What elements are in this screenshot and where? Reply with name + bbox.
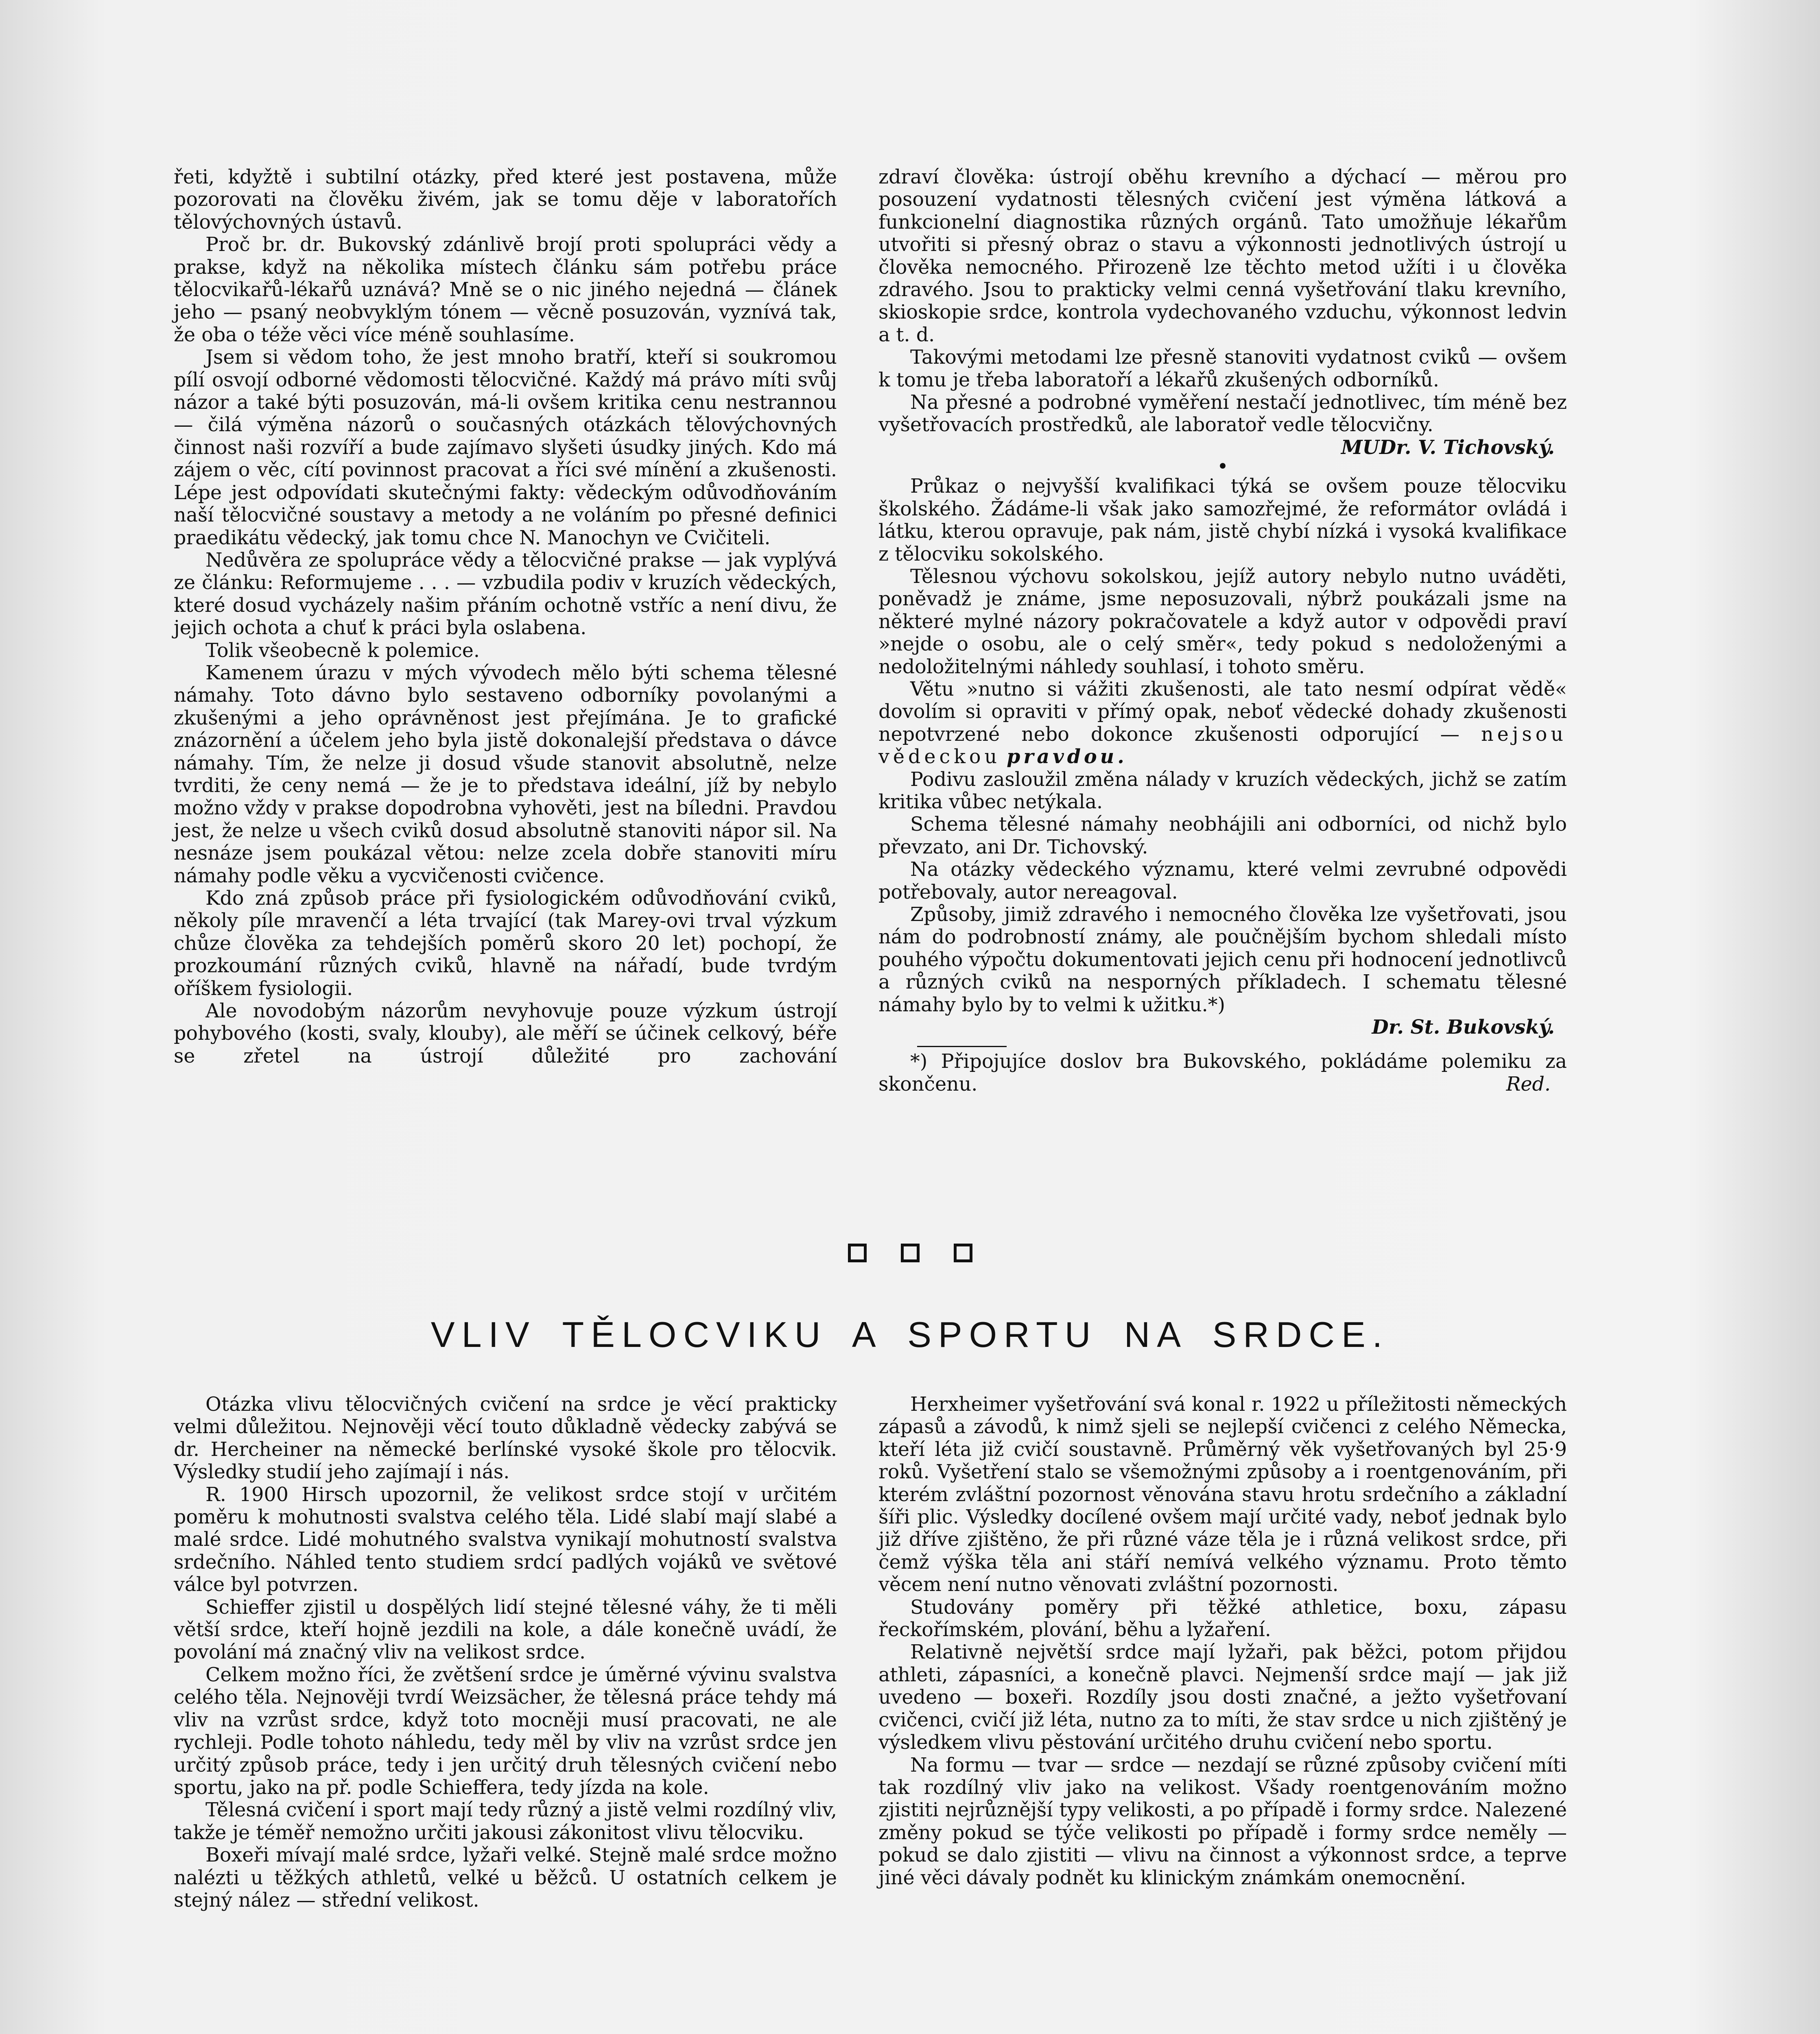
paragraph: Ale novodobým názorům nevyhovuje pouze výzkum ústrojí pohybového (kosti, svaly, klouby), ale měří se účinek celkový, béře se zřetel na ústrojí důležité pro zachování <box>174 1000 837 1067</box>
paragraph: R. 1900 Hirsch upozornil, že velikost srdce stojí v určitém poměru k mohutnosti svalstva celého těla. Lidé slabí mají slabé a malé srdce. Lidé mohutného svalstva vynikají mohutností svalstva srdečního. Náhled tento studiem srdcí padlých vojáků ve světové válce byl potvrzen. <box>174 1483 837 1596</box>
paragraph: Otázka vlivu tělocvičných cvičení na srdce je věcí prakticky velmi důležitou. Nejnověji věcí touto důkladně vědecky zabývá se dr. Hercheiner na německé berlínské vysoké škole pro tělocvik. Výsledky studií jeho zajímají i nás. <box>174 1393 837 1484</box>
square-ornament <box>848 1244 867 1262</box>
paragraph: Nedůvěra ze spolupráce vědy a tělocvičné prakse — jak vyplývá ze článku: Reformujeme . . . — vzbudila podiv v kruzích vědeckých, které dosud vycházely našim přáním ochotně vstříc a není divu, že jejich ochota a chuť k práci byla oslabena. <box>174 549 837 639</box>
signature-bukovsky: Dr. St. Bukovský. <box>1372 1016 1555 1039</box>
paragraph: Studovány poměry při těžké athletice, boxu, zápasu řeckořímském, plování, běhu a lyžaření. <box>878 1596 1567 1641</box>
article-title: VLIV TĚLOCVIKU A SPORTU NA SRDCE. <box>430 1314 1390 1355</box>
paragraph: Průkaz o nejvyšší kvalifikaci týká se ovšem pouze tělocviku školského. Žádáme-li však jako samozřejmé, že reformátor ovládá i látku, kterou opravuje, pak nám, jistě chybí nízká i vysoká kvalifikace z tělocviku sokolského. <box>878 475 1567 565</box>
paragraph: Schieffer zjistil u dospělých lidí stejné tělesné váhy, že ti měli větší srdce, kteří hojně jezdili na kole, a dále konečně uvádí, že povolání má značný vliv na velikost srdce. <box>174 1596 837 1664</box>
article-left-column <box>174 1393 837 1912</box>
paragraph: Proč br. dr. Bukovský zdánlivě brojí proti spolupráci vědy a prakse, když na několika místech článku sám potřebu práce tělocvikařů-lékařů uznává? Mně se o nic jiného nejedná — článek jeho — psaný neobvyklým tónem — věcně posuzován, vyznívá tak, že oba o téže věci více méně souhlasíme. <box>174 234 837 346</box>
paragraph: Tělesná cvičení i sport mají tedy různý a jistě velmi rozdílný vliv, takže je téměř nemožno určiti jakousi zákonitost vlivu tělocviku. <box>174 1799 837 1844</box>
right-column-continued <box>878 166 1567 1096</box>
paragraph: Takovými metodami lze přesně stanoviti vydatnost cviků — ovšem k tomu je třeba laboratoří a lékařů zkušených odborníků. <box>878 346 1567 391</box>
paragraph: řeti, kdyžtě i subtilní otázky, před které jest postavena, může pozorovati na člověku živém, jak se tomu děje v laboratořích tělovýchovných ústavů. <box>174 166 837 234</box>
paragraph: Na otázky vědeckého významu, které velmi zevrubné odpovědi potřebovaly, autor nereagoval. <box>878 858 1567 904</box>
article-right-column <box>878 1393 1567 1889</box>
paragraph: Relativně největší srdce mají lyžaři, pak běžci, potom přijdou athleti, zápasníci, a konečně plavci. Nejmenší srdce mají — jak již uvedeno — boxeři. Rozdíly jsou dosti značné, a ježto vyšetřovaní cvičenci, cvičí již léta, nutno za to míti, že stav srdce u nich zjištěný je výsledkem vlivu pěstování určitého druhu cvičení nebo sportu. <box>878 1641 1567 1754</box>
paragraph: zdraví člověka: ústrojí oběhu krevního a dýchací — měrou pro posouzení vydatnosti tělesných cvičení jest výměna látková a funkcionelní diagnostika různých orgánů. Tato umožňuje lékařům utvořiti si přesný obraz o stavu a výkonnosti jednotlivých ústrojí u člověka nemocného. Přirozeně lze těchto metod užíti i u člověka zdravého. Jsou to prakticky velmi cenná vyšetřování tlaku krevního, skioskopie srdce, kontrola vydechovaného vzduchu, výkonnost ledvin a t. d. <box>878 166 1567 346</box>
paragraph: Celkem možno říci, že zvětšení srdce je úměrné vývinu svalstva celého těla. Nejnověji tvrdí Weizsächer, že tělesná práce tehdy má vliv na vzrůst srdce, když toto mocněji musí pracovati, ne ale rychleji. Podle tohoto náhledu, tedy měl by vliv na vzrůst srdce jen určitý způsob práce, tedy i jen určitý druh tělesných cvičení nebo sportu, jako na př. podle Schieffera, tedy jízda na kole. <box>174 1663 837 1799</box>
square-ornament <box>901 1244 920 1262</box>
paragraph: Tolik všeobecně k polemice. <box>205 639 480 662</box>
paragraph: Jsem si vědom toho, že jest mnoho bratří, kteří si soukromou pílí osvojí odborné vědomosti tělocvičné. Každý má právo míti svůj názor a také býti posuzován, má-li ovšem kritika cenu nestrannou — čilá výměna názorů o současných otázkách tělovýchovných činnost naši rozvíří a bude zajímavo slyšeti úsudky jiných. Kdo má zájem o věc, cítí povinnost pracovat a říci své mínění a zkušenosti. Lépe jest odpovídati skutečnými fakty: vědeckým odůvodňováním naší tělocvičné soustavy a metody a ne voláním po přesné definici praedikátu vědecký, jak tomu chce N. Manochyn ve Cvičiteli. <box>174 346 837 549</box>
paragraph: Na formu — tvar — srdce — nezdají se různé způsoby cvičení míti tak rozdílný vliv jako na velikost. Všady roentgenováním možno zjistiti nejrůznější typy velikosti, a po případě i formy srdce. Nalezené změny pokud se týče velikosti po případě i formy srdce neměly — pokud se dalo zjistiti — vlivu na činnost a výkonnost srdce, a teprve jiné věci dávaly podnět ku klinickým známkám onemocnění. <box>878 1754 1567 1889</box>
paragraph: Tělesnou výchovu sokolskou, jejíž autory nebylo nutno uváděti, poněvadž je známe, jsme neposuzovali, nýbrž poukázali jsme na některé mylné názory pokračovatele a když autor v odpovědi praví »nejde o osobu, ale o celý směr«, tedy pokud s nedoloženými a nedoložitelnými náhledy souhlasí, i tohoto směru. <box>878 565 1567 678</box>
ornament-dot: • <box>1217 456 1229 478</box>
paragraph: Podivu zasloužil změna nálady v kruzích vědeckých, jichž se zatím kritika vůbec netýkala. <box>878 768 1567 813</box>
section-separator <box>0 1244 1820 1264</box>
paragraph-vetu: Větu »nutno si vážiti zkušenosti, ale tato nesmí odpírat vědě« dovolím si opraviti v přímý opak, neboť vědecké dohady zkušenosti nepotvrzené nebo dokonce zkušenosti odporující — nejsou vědeckou pravdou. <box>878 678 1567 768</box>
paragraph: Boxeři mívají malé srdce, lyžaři velké. Stejně malé srdce možno nalézti u těžkých athletů, velké u běžců. U ostatních celkem je stejný nález — střední velikost. <box>174 1844 837 1912</box>
square-ornament <box>954 1244 972 1262</box>
paragraph: Způsoby, jimiž zdravého i nemocného člověka lze vyšetřovati, jsou nám do podrobností známy, ale poučnějším bychom shledali místo pouhého výpočtu dokumentovati jejich cenu při hodnocení jednotlivců a různých cviků na nesporných příkladech. I schematu tělesné námahy bylo by to velmi k užitku.*) <box>878 904 1567 1016</box>
signature-tichovsky: MUDr. V. Tichovský. <box>1341 436 1555 459</box>
paragraph: Kdo zná způsob práce při fysiologickém odůvodňování cviků, několy píle mravenčí a léta trvající (tak Marey-ovi trval výzkum chůze člověka za tehdejších poměrů skoro 20 let) pochopí, že prozkoumání různých cviků, hlavně na nářadí, bude tvrdým oříškem fysiologii. <box>174 887 837 1000</box>
paragraph: Schema tělesné námahy neobhájili ani odborníci, od nichž bylo převzato, ani Dr. Tichovský. <box>878 813 1567 858</box>
paragraph: Na přesné a podrobné vyměření nestačí jednotlivec, tím méně bez vyšetřovacích prostředků, ale laboratoř vedle tělocvičny. <box>878 391 1567 436</box>
footnote: *) Připojujíce doslov bra Bukovského, pokládáme polemiku za skončenu. Red. <box>878 1050 1567 1096</box>
paragraph: Kamenem úrazu v mých vývodech mělo býti schema tělesné námahy. Toto dávno bylo sestaveno odborníky povolanými a zkušenými a jeho oprávněnost jest přejímána. Je to grafické znázornění a účelem jeho byla jistě dokonalejší představa o dávce námahy. Tím, že nelze ji dosud všude stanovit absolutně, nelze tvrditi, že ceny nemá — že je to představa ideální, jíž by nebylo možno vždy v prakse dopodrobna vyhověti, jest na bíledni. Pravdou jest, že nelze u všech cviků dosud absolutně stanoviti nápor sil. Na nesnáze jsem poukázal větou: nelze zcela dobře stanoviti míru námahy podle věku a vycvičenosti cvičence. <box>174 661 837 887</box>
footnote-rule <box>917 1046 1007 1047</box>
paragraph: Herxheimer vyšetřování svá konal r. 1922 u příležitosti německých zápasů a závodů, k nimž sjeli se nejlepší cvičenci z celého Německa, kteří léta již cvičí soustavně. Průměrný věk vyšetřovaných byl 25·9 roků. Vyšetření stalo se všemožnými způsoby a i roentgenováním, při kterém zvláštní pozornost věnována stavu hrotu srdečního a základní šíři plic. Výsledky docílené ovšem mají určité vady, neboť jednak bylo již dříve zjištěno, že při různé váze těla je i různá velikost srdce, při čemž výška těla ani stáří nemívá velkého významu. Proto těmto věcem není nutno věnovati zvláštní pozornosti. <box>878 1393 1567 1596</box>
left-column-continued <box>174 166 837 1067</box>
